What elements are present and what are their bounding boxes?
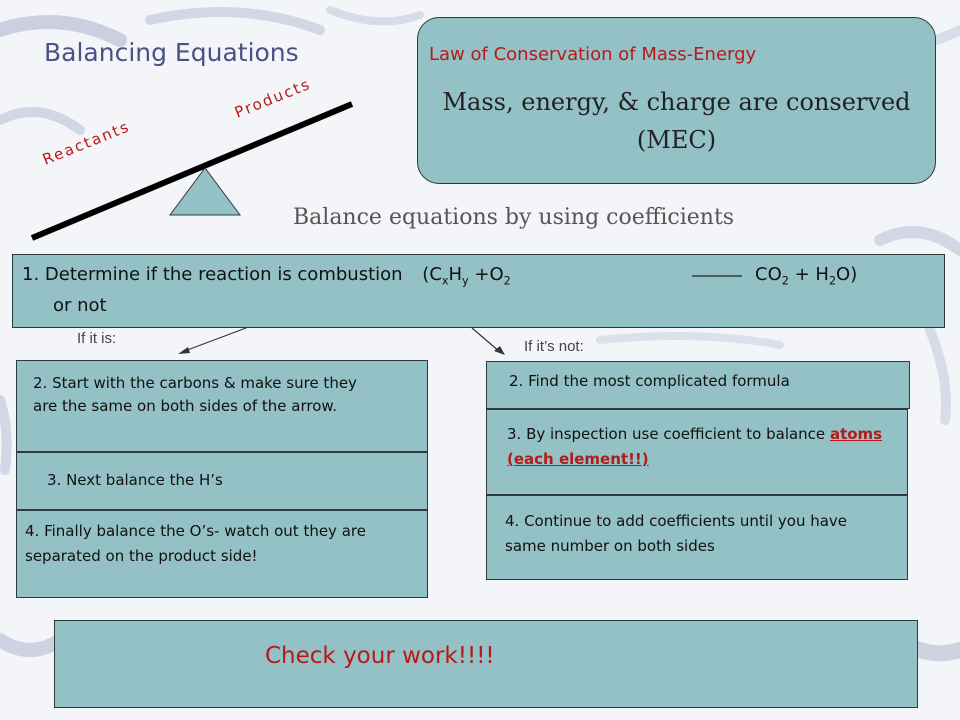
right-step4-box [486, 495, 908, 580]
left-step3-text: 3. Next balance the H’s [47, 471, 223, 489]
check-box [54, 620, 918, 708]
subtitle: Balance equations by using coefficients [293, 205, 735, 230]
left-step4-box [16, 510, 428, 598]
products-label: Products [232, 74, 314, 122]
step1-text: 1. Determine if the reaction is combustion [22, 264, 403, 285]
law-text-line1: Mass, energy, & charge are conserved [442, 88, 911, 116]
step1-formula-products: $CO_2 + H_2O$) [755, 264, 858, 288]
left-step2-box [16, 360, 428, 452]
right-step2-box [486, 361, 910, 409]
slide-title: Balancing Equations [44, 38, 299, 67]
branch-arrows [0, 320, 960, 360]
law-box [417, 17, 936, 184]
reaction-arrow [690, 264, 746, 278]
left-step3-box [16, 452, 428, 510]
step1-box [12, 254, 945, 328]
branch-left-label: If it is: [77, 330, 117, 347]
right-step3-text [507, 422, 887, 472]
left-branch-arrow [182, 328, 246, 352]
right-step2-text: 2. Find the most complicated formula [509, 372, 790, 390]
right-branch-arrow [472, 328, 500, 352]
check-text: Check your work!!!! [265, 643, 495, 669]
step1-line1 [22, 264, 511, 288]
law-text-line2: (MEC) [636, 126, 717, 154]
step1-formula-start: ($C_xH_y +O_2$ [422, 264, 511, 288]
law-title: Law of Conservation of Mass-Energy [429, 44, 757, 65]
branch-right-label: If it’s not: [524, 338, 584, 355]
right-step3-box [486, 409, 908, 495]
reactants-label: Reactants [40, 117, 133, 169]
left-step4-text: 4. Finally balance the O’s- watch out they are separated on the product side! [25, 522, 366, 565]
right-step3-prefix: 3. By inspection use coefficient to balance [507, 425, 826, 443]
right-step4-text: 4. Continue to add coefficients until you have same number on both sides [505, 512, 848, 555]
right-step3-emphasis: atoms (each element!!) [507, 425, 883, 468]
left-step2-text: 2. Start with the carbons & make sure they are the same on both sides of the arrow. [33, 374, 357, 415]
step1-line2: or not [53, 295, 107, 316]
